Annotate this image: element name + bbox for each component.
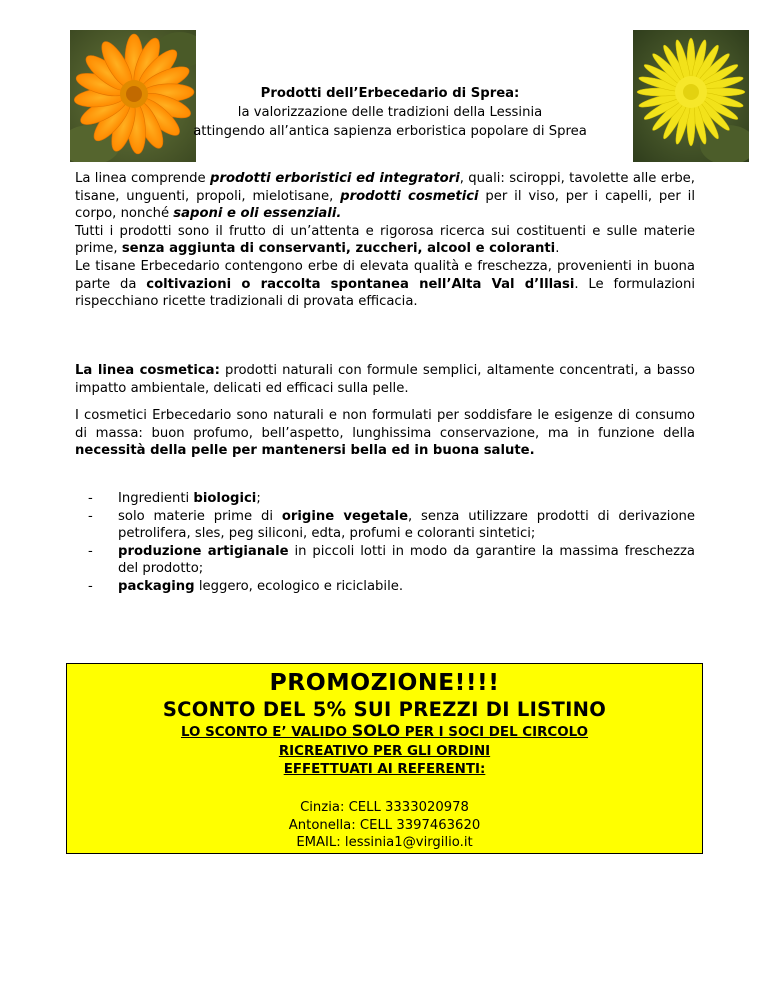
list-highlight: origine vegetale [281,508,409,524]
cosmetics-highlight: necessità della pelle per mantenersi bella ed in buona salute. [75,443,535,459]
promotion-box [66,663,703,854]
document-title: Prodotti dell’Erbecedario di Sprea: [260,86,520,101]
header-subtitle-line-2: attingendo all’antica sapienza erboristica popolare di Sprea [193,124,587,139]
list-dash: - [88,508,93,524]
intro-highlight: prodotti cosmetici [340,188,479,204]
intro-section [75,170,695,311]
conditions-text: LO SCONTO E’ VALIDO [180,725,352,740]
cosmetic-line-text: prodotti naturali con formule semplici, altamente concentrati, a basso impatto ambientale, delicati ed efficaci sulla pelle. [75,363,695,396]
conditions-line-2: RICREATIVO PER GLI ORDINI [278,743,491,759]
list-item [75,543,695,578]
conditions-text: PER I SOCI DEL CIRCOLO [400,725,589,740]
list-text: in piccoli lotti in modo da garantire la massima freschezza del prodotto; [118,543,695,577]
intro-text: Tutti i prodotti sono il frutto di un’attenta e rigorosa ricerca sui costituenti e sulle materie prime, [75,223,695,257]
cosmetic-line-section [75,362,695,397]
contact-cinzia: Cinzia: CELL 3333020978 [300,800,469,815]
header-subtitle-line-1: la valorizzazione delle tradizioni della Lessinia [237,105,543,120]
dandelion-flower-image [633,30,749,162]
conditions-line-1 [67,722,702,743]
conditions-emphasis: SOLO [351,721,401,740]
cosmetic-line-label: La linea cosmetica: [75,363,220,378]
ingredients-list [75,490,695,596]
list-item [75,578,695,596]
intro-highlight: coltivazioni o raccolta spontanea nell’Alta Val d’Illasi [146,276,575,292]
intro-highlight: saponi e oli essenziali. [173,206,342,222]
cosmetics-paragraph [75,407,695,460]
promotion-discount: SCONTO DEL 5% SUI PREZZI DI LISTINO [162,698,607,721]
list-item [75,508,695,543]
list-text: leggero, ecologico e riciclabile. [194,578,404,594]
conditions-line-3: EFFETTUATI AI REFERENTI: [283,762,486,777]
list-dash: - [88,491,93,506]
intro-text: . [555,241,560,257]
contact-antonella: Antonella: CELL 3397463620 [288,817,481,833]
list-dash: - [88,578,93,594]
intro-text: . Le formulazioni rispecchiano ricette tradizionali di provata efficacia. [75,276,695,310]
list-dash: - [88,543,93,559]
intro-text: per il viso, per i capelli, per il corpo, nonché [75,188,695,222]
cosmetic-line-paragraph [75,362,695,397]
contact-email[interactable]: EMAIL: lessinia1@virgilio.it [296,835,473,850]
document-header [140,84,640,141]
list-highlight: packaging [118,578,195,594]
intro-highlight: prodotti erboristici ed integratori [210,171,460,186]
intro-text: , quali: sciroppi, tavolette alle erbe, tisane, unguenti, propoli, mielotisane, [75,171,695,204]
list-text: , senza utilizzare prodotti di derivazione petrolifera, sles, peg siliconi, edta, profumi e coloranti sintetici; [118,508,695,542]
cosmetics-section [75,407,695,460]
intro-highlight: senza aggiunta di conservanti, zuccheri, alcool e coloranti [121,241,556,257]
promotion-title: PROMOZIONE!!!! [269,668,500,696]
intro-text: Le tisane Erbecedario contengono erbe di elevata qualità e freschezza, provenienti in buona parte da [75,258,695,292]
promotion-conditions [67,722,702,780]
list-text: solo materie prime di [118,508,282,524]
cosmetics-text: I cosmetici Erbecedario sono naturali e non formulati per soddisfare le esigenze di consumo di massa: buon profumo, bell’aspetto, lunghissima conservazione, ma in funzione della [75,408,695,441]
contacts [67,799,702,852]
list-text: ; [256,491,261,506]
list-highlight: produzione artigianale [118,543,289,559]
list-item [75,490,695,508]
intro-paragraph [75,170,695,311]
intro-text: La linea comprende [75,171,211,186]
list-highlight: biologici [193,491,257,506]
list-text: Ingredienti [118,491,194,506]
